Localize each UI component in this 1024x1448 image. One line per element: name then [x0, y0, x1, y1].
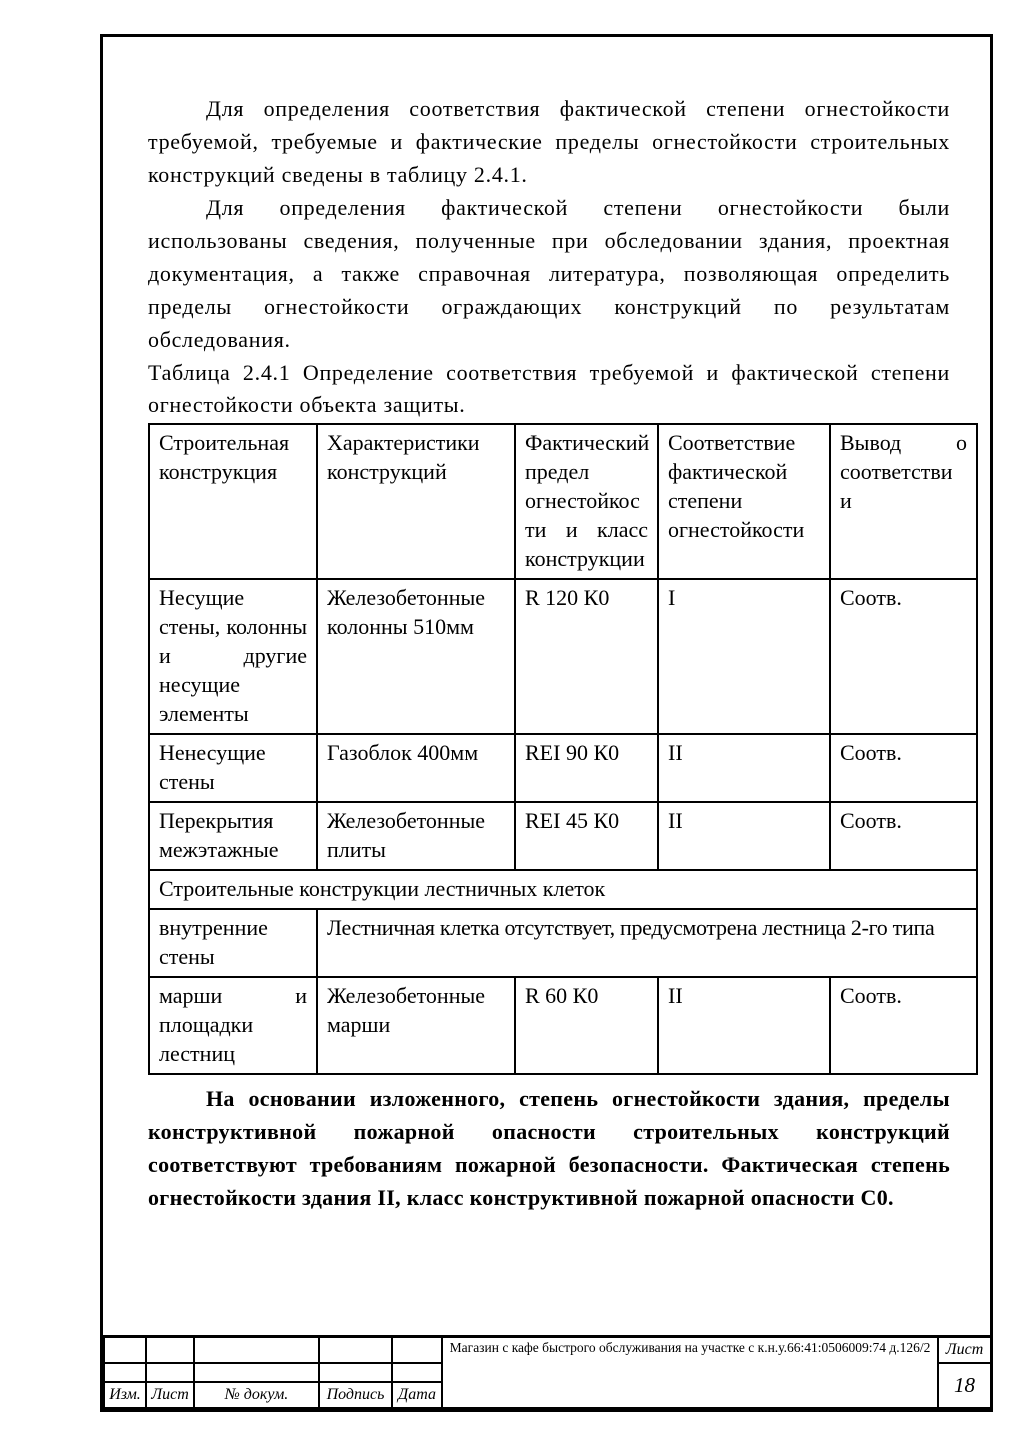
- cell-construction: внутренние стены: [149, 909, 317, 977]
- cell-degree: II: [658, 802, 830, 870]
- cell-fire-limit: REI 90 К0: [515, 734, 658, 802]
- cell-characteristics: Железобетонные марши: [317, 977, 515, 1074]
- cell-construction: марши и площадки лестниц: [149, 977, 317, 1074]
- table-section-row: [149, 870, 977, 909]
- page-border-frame: [100, 34, 993, 1412]
- cell-fire-limit: REI 45 К0: [515, 802, 658, 870]
- header-cell-characteristics: Характеристики конструкций: [317, 424, 515, 579]
- table-row-stair-flights: [149, 977, 977, 1074]
- cell-construction: Ненесущие стены: [149, 734, 317, 802]
- table-row-nonbearing-walls: [149, 734, 977, 802]
- stamp-label-izm: Изм.: [104, 1382, 146, 1408]
- stamp-empty-cell: [194, 1336, 319, 1363]
- cell-degree: II: [658, 977, 830, 1074]
- stamp-label-docnum: № докум.: [194, 1382, 319, 1408]
- stamp-empty-cell: [104, 1336, 146, 1363]
- paragraph-intro: Для определения соответствия фактической степени огнестойкости требуемой, требуемые и фактические пределы огнестойкости строительных конструкций сведены в таблицу 2.4.1.: [148, 96, 950, 187]
- cell-conclusion: Соотв.: [830, 802, 977, 870]
- stamp-empty-cell: [319, 1363, 392, 1382]
- header-cell-construction: Строительная конструкция: [149, 424, 317, 579]
- table-row-floor-slabs: [149, 802, 977, 870]
- cell-conclusion: Соотв.: [830, 579, 977, 734]
- cell-conclusion: Соотв.: [830, 734, 977, 802]
- cell-characteristics: Железобетонные колонны 510мм: [317, 579, 515, 734]
- cell-degree: I: [658, 579, 830, 734]
- cell-characteristics: Железобетонные плиты: [317, 802, 515, 870]
- stamp-empty-cell: [194, 1363, 319, 1382]
- cell-fire-limit: R 120 К0: [515, 579, 658, 734]
- table-caption: Таблица 2.4.1 Определение соответствия требуемой и фактической степени огнестойкости объекта защиты.: [148, 360, 950, 417]
- fire-resistance-table: [148, 423, 978, 1075]
- cell-characteristics: Газоблок 400мм: [317, 734, 515, 802]
- stamp-empty-cell: [146, 1336, 194, 1363]
- table-row-bearing-walls: [149, 579, 977, 734]
- stamp-empty-cell: [104, 1363, 146, 1382]
- stamp-empty-cell: [146, 1363, 194, 1382]
- header-cell-conformity-degree: Соответствие фактической степени огнестойкости: [658, 424, 830, 579]
- cell-conclusion: Соотв.: [830, 977, 977, 1074]
- paragraph-method: Для определения фактической степени огнестойкости были использованы сведения, полученные при обследовании здания, проектная документация, а также справочная литература, позволяющая определить пределы огнестойкости ограждающих конструкций по результатам обследования.: [148, 195, 950, 352]
- stamp-empty-cell: [319, 1336, 392, 1363]
- table-row-inner-walls: [149, 909, 977, 977]
- cell-degree: II: [658, 734, 830, 802]
- cell-fire-limit: R 60 К0: [515, 977, 658, 1074]
- stamp-label-data: Дата: [392, 1382, 442, 1408]
- conclusion-paragraph: На основании изложенного, степень огнестойкости здания, пределы конструктивной пожарной опасности строительных конструкций соответствуют требованиям пожарной безопасности. Фактическая степень огнестойкости здания II, класс конструктивной пожарной опасности С0.: [148, 1086, 950, 1210]
- header-cell-conclusion: Вывод о соответстви и: [830, 424, 977, 579]
- stamp-label-podpis: Подпись: [319, 1382, 392, 1408]
- stamp-label-list: Лист: [146, 1382, 194, 1408]
- stamp-sheet-number: 18: [938, 1363, 991, 1408]
- page-content: [148, 92, 967, 1214]
- header-cell-actual-limit: Фактический предел огнестойкос ти и класс конструкции: [515, 424, 658, 579]
- cell-stair-note: Лестничная клетка отсутствует, предусмотрена лестница 2-го типа: [317, 909, 977, 977]
- cell-construction: Несущие стены, колонны и другие несущие элементы: [149, 579, 317, 734]
- stamp-row-1: [104, 1336, 991, 1363]
- section-title-cell: Строительные конструкции лестничных клеток: [149, 870, 977, 909]
- stamp-sheet-label: Лист: [938, 1336, 991, 1363]
- stamp-empty-cell: [392, 1336, 442, 1363]
- cell-construction: Перекрытия межэтажные: [149, 802, 317, 870]
- stamp-empty-cell: [392, 1363, 442, 1382]
- stamp-table: [103, 1335, 992, 1410]
- title-block: [103, 1335, 990, 1410]
- stamp-project-title: Магазин с кафе быстрого обслуживания на участке с к.н.у.66:41:0506009:74 д.126/2: [442, 1336, 938, 1408]
- table-header-row: [149, 424, 977, 579]
